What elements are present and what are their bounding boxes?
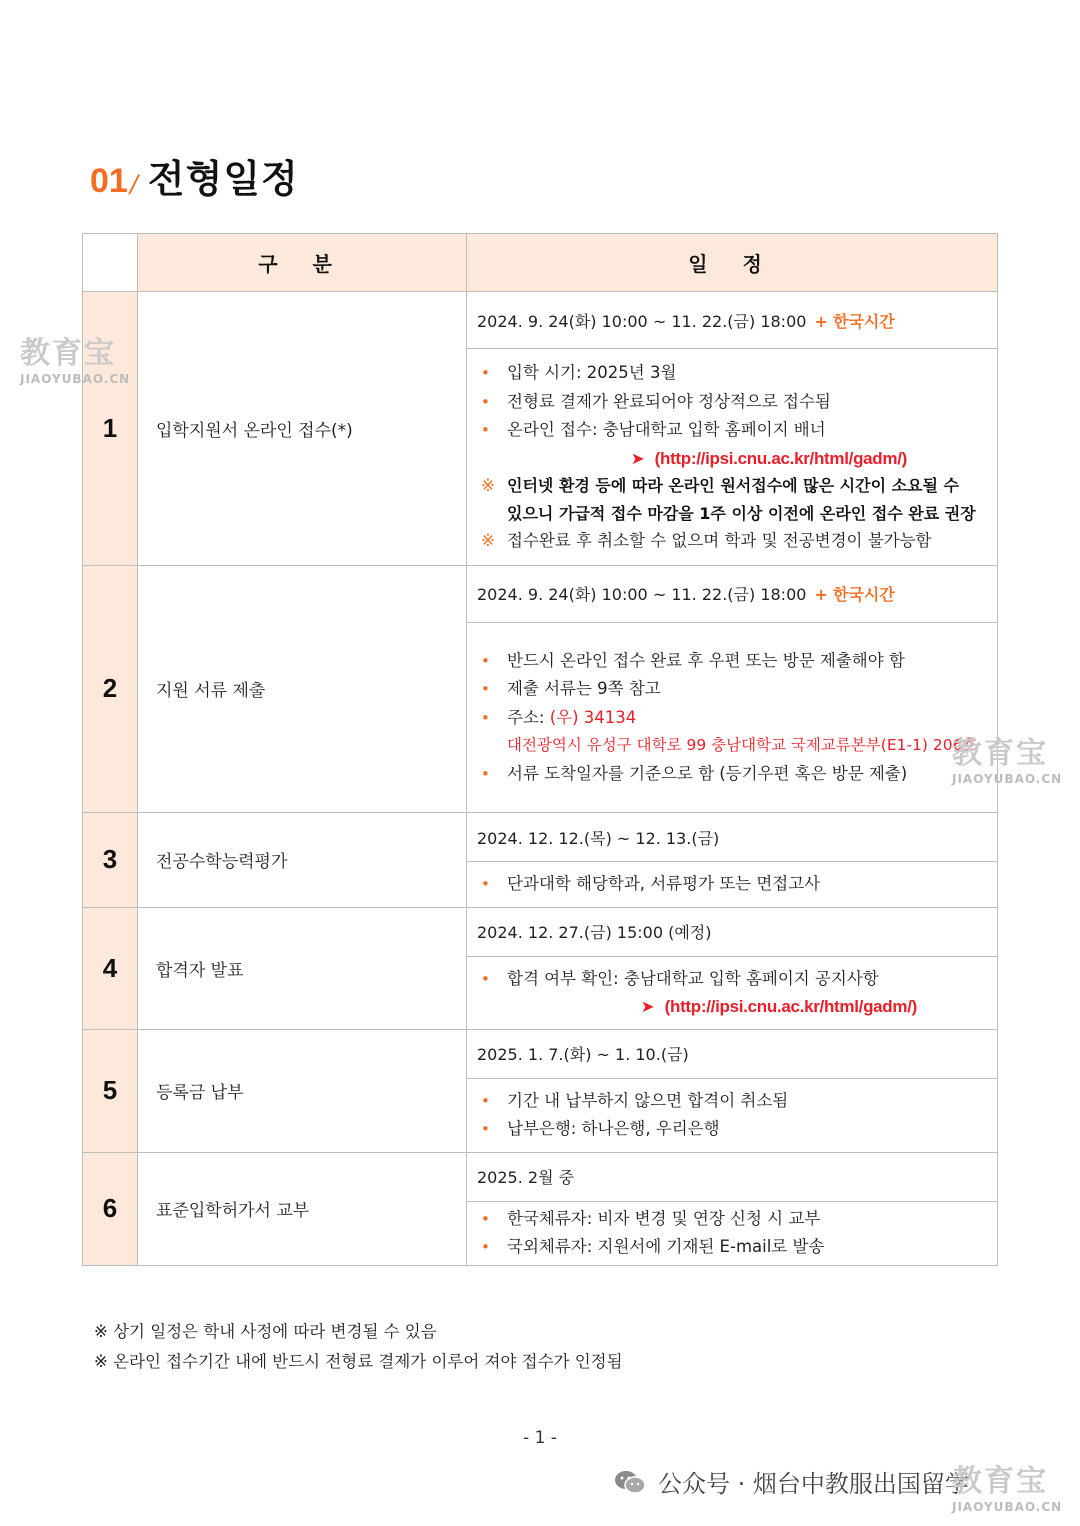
wechat-text: 公众号 · 烟台中教服出国留学: [658, 1470, 969, 1498]
reference-mark-icon: ※: [481, 476, 495, 495]
footnotes: [94, 1317, 623, 1377]
table-row: [83, 1152, 998, 1201]
date-suffix: 한국시간: [832, 311, 895, 331]
row-number: 2: [83, 565, 138, 813]
bullet-icon: •: [481, 680, 490, 698]
row-label: 입학지원서 온라인 접수(*): [138, 292, 467, 566]
watermark-logo: 教育宝 JIAOYUBAO.CN: [20, 336, 131, 386]
watermark-logo: 教育宝 JIAOYUBAO.CN: [952, 1464, 1063, 1514]
date-suffix: 한국시간: [832, 585, 895, 604]
bullet-icon: •: [481, 764, 490, 783]
url-line: [481, 993, 987, 1021]
row-number: 4: [83, 907, 138, 1029]
footnote: ※ 온라인 접수기간 내에 반드시 전형료 결제가 이루어 져야 접수가 인정됨: [94, 1352, 623, 1371]
date-text: 2024. 9. 24(화) 10:00 ~ 11. 22.(금) 18:00: [477, 585, 807, 604]
row-date: [467, 565, 998, 622]
table-row: [83, 565, 998, 622]
list-item: • 합격 여부 확인: 충남대학교 입학 홈페이지 공지사항: [481, 965, 987, 994]
list-item: • 제출 서류는 9쪽 참고: [481, 675, 987, 704]
row-number: 1: [83, 292, 138, 566]
list-item: • 기간 내 납부하지 않으면 합격이 취소됨: [481, 1087, 987, 1116]
table-row: [83, 292, 998, 349]
list-item: • 입학 시기: 2025년 3월: [481, 359, 987, 388]
list-item: • 서류 도착일자를 기준으로 함 (등기우편 혹은 방문 제출): [481, 760, 987, 789]
section-heading: [90, 148, 299, 203]
row-label: 지원 서류 제출: [138, 565, 467, 813]
note-item: ※ 인터넷 환경 등에 따라 온라인 원서접수에 많은 시간이 소요될 수: [481, 472, 987, 500]
header-schedule: 일 정: [467, 234, 998, 292]
list-item: • 국외체류자: 지원서에 기재된 E-mail로 발송: [481, 1233, 987, 1262]
bullet-icon: •: [481, 1209, 490, 1228]
watermark-logo: 教育宝 JIAOYUBAO.CN: [952, 736, 1063, 786]
list-item: • 반드시 온라인 접수 완료 후 우편 또는 방문 제출해야 함: [481, 647, 987, 676]
header-category: 구 분: [138, 234, 467, 292]
row-date: 2025. 1. 7.(화) ~ 1. 10.(금): [467, 1029, 998, 1078]
wechat-account-label: [614, 1464, 969, 1499]
address-zip: (우) 34134: [549, 707, 637, 727]
row-label: 합격자 발표: [138, 907, 467, 1029]
date-text: 2024. 9. 24(화) 10:00 ~ 11. 22.(금) 18:00: [477, 311, 807, 331]
bullet-icon: •: [481, 392, 490, 411]
page-number: - 1 -: [523, 1428, 557, 1448]
bullet-icon: •: [481, 708, 490, 727]
row-number: 5: [83, 1029, 138, 1152]
admission-url-link[interactable]: (http://ipsi.cnu.ac.kr/html/gadm/): [654, 448, 907, 468]
plus-icon: +: [814, 585, 828, 604]
row-date: [467, 292, 998, 349]
bullet-icon: •: [481, 1120, 490, 1138]
bullet-icon: •: [481, 421, 490, 439]
list-item: • 온라인 접수: 충남대학교 입학 홈페이지 배너: [481, 416, 987, 445]
table-row: [83, 1029, 998, 1078]
bullet-icon: •: [481, 364, 490, 382]
note-item: ※ 접수완료 후 취소할 수 없으며 학과 및 전공변경이 불가능함: [481, 527, 987, 555]
admission-url-link[interactable]: (http://ipsi.cnu.ac.kr/html/gadm/): [664, 997, 917, 1016]
table-row: [83, 813, 998, 862]
address-line: 대전광역시 유성구 대학로 99 충남대학교 국제교류본부(E1-1) 206호: [507, 736, 978, 754]
address-item: • 주소: (우) 34134: [481, 704, 987, 733]
row-detail: [467, 1201, 998, 1265]
row-label: 표준입학허가서 교부: [138, 1152, 467, 1265]
plus-icon: +: [814, 311, 828, 331]
list-item: • 납부은행: 하나은행, 우리은행: [481, 1115, 987, 1144]
section-number: 01: [90, 162, 128, 200]
bullet-icon: •: [481, 651, 490, 670]
reference-mark-icon: ※: [481, 531, 495, 550]
schedule-table: [82, 233, 998, 1266]
row-number: 6: [83, 1152, 138, 1265]
url-line: [481, 445, 987, 473]
bullet-icon: •: [481, 1238, 490, 1256]
row-detail: [467, 956, 998, 1029]
list-item: • 단과대학 해당학과, 서류평가 또는 면접고사: [481, 870, 987, 899]
note-item: 있으니 가급적 접수 마감을 1주 이상 이전에 온라인 접수 완료 권장: [507, 503, 976, 523]
list-item: • 전형료 결제가 완료되어야 정상적으로 접수됨: [481, 388, 987, 417]
row-detail: [467, 622, 998, 813]
list-item: • 한국체류자: 비자 변경 및 연장 신청 시 교부: [481, 1205, 987, 1234]
bullet-icon: •: [481, 1091, 490, 1110]
arrow-right-icon: ➤: [640, 997, 655, 1016]
header-corner: [83, 234, 138, 292]
row-label: 등록금 납부: [138, 1029, 467, 1152]
row-detail: [467, 862, 998, 908]
row-detail: [467, 1078, 998, 1152]
table-row: [83, 907, 998, 956]
row-date: 2024. 12. 12.(목) ~ 12. 13.(금): [467, 813, 998, 862]
row-date: 2025. 2월 중: [467, 1152, 998, 1201]
footnote: ※ 상기 일정은 학내 사정에 따라 변경될 수 있음: [94, 1322, 437, 1341]
row-number: 3: [83, 813, 138, 908]
row-label: 전공수학능력평가: [138, 813, 467, 908]
bullet-icon: •: [481, 969, 490, 988]
row-detail: [467, 349, 998, 566]
section-title: 전형일정: [147, 157, 299, 201]
row-date: 2024. 12. 27.(금) 15:00 (예정): [467, 907, 998, 956]
bullet-icon: •: [481, 875, 490, 893]
section-slash: /: [129, 170, 138, 198]
table-header-row: [83, 234, 998, 292]
wechat-icon: [614, 1469, 646, 1495]
arrow-right-icon: ➤: [630, 448, 645, 468]
